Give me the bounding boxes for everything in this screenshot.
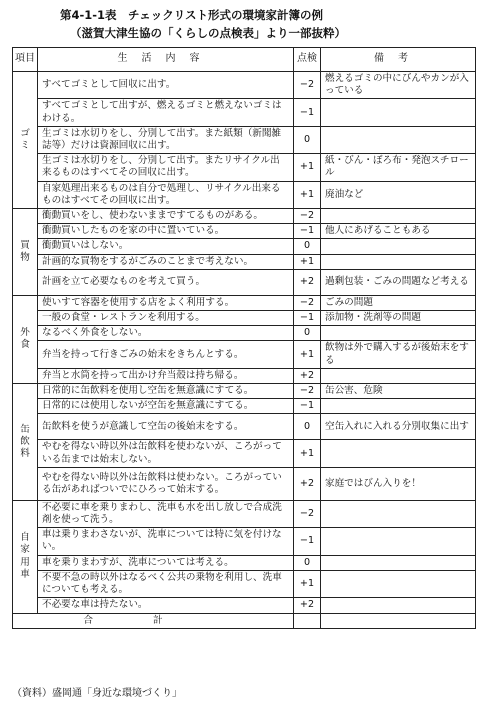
row-content: 弁当を持って行きごみの始末をきちんとする。 <box>38 341 294 368</box>
row-score[interactable]: 0 <box>294 126 321 153</box>
row-score[interactable]: 0 <box>294 414 321 440</box>
table-row <box>13 399 476 414</box>
source-note: （資料）盛岡通「身近な環境づくり」 <box>12 688 182 699</box>
table-row <box>13 154 476 181</box>
row-remark <box>321 555 476 570</box>
row-score[interactable]: +1 <box>294 254 321 269</box>
table-row <box>13 440 476 467</box>
total-score-cell[interactable] <box>294 613 321 628</box>
table-title: 第4-1-1表 チェックリスト形式の環境家計簿の例 <box>60 8 323 22</box>
row-content: 不要不急の時以外はなるべく公共の乗物を利用し、洗車についても考える。 <box>38 570 294 597</box>
row-remark <box>321 326 476 341</box>
table-row <box>13 528 476 555</box>
table-row <box>13 341 476 368</box>
table-row <box>13 239 476 254</box>
row-score[interactable]: 0 <box>294 239 321 254</box>
row-score[interactable]: +2 <box>294 467 321 500</box>
table-row <box>13 254 476 269</box>
category-label: 缶 飲 料 <box>13 384 38 501</box>
row-remark <box>321 528 476 555</box>
row-content: 車は乗りまわさないが、洗車については特に気を付けない。 <box>38 528 294 555</box>
row-content: 衝動買いをし、使わないままですてるものがある。 <box>38 209 294 224</box>
row-content: やむを得ない時以外は缶飲料は使わない。ころがっている缶があればついでにひろって始末する。 <box>38 467 294 500</box>
header-score: 点検 <box>294 48 321 72</box>
row-remark <box>321 570 476 597</box>
row-content: 計画的な買物をするがごみのことまで考えない。 <box>38 254 294 269</box>
row-content: 自家処理出来るものは自分で処理し、リサイクル出来るものはすべてその回収に出す。 <box>38 181 294 208</box>
table-row <box>13 181 476 208</box>
table-row <box>13 326 476 341</box>
row-remark <box>321 399 476 414</box>
row-content: 計画を立て必要なものを考えて買う。 <box>38 269 294 295</box>
row-remark <box>321 598 476 613</box>
row-score[interactable]: −1 <box>294 399 321 414</box>
header-remarks: 備考 <box>321 48 476 72</box>
row-score[interactable]: +1 <box>294 181 321 208</box>
table-row <box>13 311 476 326</box>
row-content: 缶飲料を使うが意識して空缶の後始末をする。 <box>38 414 294 440</box>
row-score[interactable]: −1 <box>294 99 321 126</box>
row-content: 生ゴミは水切りをし、分別して出す。またリサイクル出来るものはすべてその回収に出す。 <box>38 154 294 181</box>
row-score[interactable]: 0 <box>294 326 321 341</box>
category-label: 外 食 <box>13 295 38 383</box>
table-row <box>13 224 476 239</box>
row-remark: 空缶入れに入れる分別収集に出す <box>321 414 476 440</box>
row-score[interactable]: +1 <box>294 341 321 368</box>
row-remark: 飲物は外で購入するが後始末をする <box>321 341 476 368</box>
row-remark <box>321 500 476 527</box>
row-remark <box>321 126 476 153</box>
row-score[interactable]: −1 <box>294 311 321 326</box>
row-remark: 紙・びん・ぼろ布・発泡スチロール <box>321 154 476 181</box>
row-content: 一般の食堂・レストランを利用する。 <box>38 311 294 326</box>
row-content: 車を乗りまわすが、洗車については考える。 <box>38 555 294 570</box>
row-remark <box>321 209 476 224</box>
row-remark <box>321 239 476 254</box>
checklist-body <box>13 72 476 614</box>
category-label: 自 家 用 車 <box>13 500 38 613</box>
row-remark: ごみの問題 <box>321 295 476 310</box>
category-label: ゴ ミ <box>13 72 38 209</box>
header-content: 生活内容 <box>38 48 294 72</box>
total-remark-cell <box>321 613 476 628</box>
row-content: すべてゴミとして回収に出す。 <box>38 72 294 99</box>
row-content: 日常的には使用しないが空缶を無意識にすてる。 <box>38 399 294 414</box>
row-content: 衝動買いしたものを家の中に置いている。 <box>38 224 294 239</box>
row-score[interactable]: +1 <box>294 154 321 181</box>
row-remark: 家庭ではびん入りを！ <box>321 467 476 500</box>
table-row <box>13 99 476 126</box>
row-remark: 廃油など <box>321 181 476 208</box>
table-row <box>13 295 476 310</box>
table-row <box>13 500 476 527</box>
table-row <box>13 414 476 440</box>
row-remark <box>321 440 476 467</box>
checklist-table <box>12 47 476 629</box>
row-score[interactable]: +2 <box>294 269 321 295</box>
row-remark: 過剰包装・ごみの問題など考える <box>321 269 476 295</box>
row-score[interactable]: −2 <box>294 72 321 99</box>
row-content: 衝動買いはしない。 <box>38 239 294 254</box>
table-row <box>13 555 476 570</box>
row-score[interactable]: −2 <box>294 384 321 399</box>
table-row <box>13 384 476 399</box>
row-remark: 缶公害、危険 <box>321 384 476 399</box>
row-remark <box>321 99 476 126</box>
table-row <box>13 467 476 500</box>
category-label: 買 物 <box>13 209 38 296</box>
table-row <box>13 126 476 153</box>
row-content: 生ゴミは水切りをし、分別して出す。また紙類（新聞雑誌等）だけは資源回収に出す。 <box>38 126 294 153</box>
row-score[interactable]: −2 <box>294 209 321 224</box>
table-row <box>13 72 476 99</box>
row-score[interactable]: −2 <box>294 295 321 310</box>
table-row <box>13 368 476 383</box>
row-content: やむを得ない時以外は缶飲料を使わないが、ころがっている缶までは始末しない。 <box>38 440 294 467</box>
row-score[interactable]: +2 <box>294 368 321 383</box>
row-score[interactable]: +1 <box>294 570 321 597</box>
row-score[interactable]: −1 <box>294 528 321 555</box>
row-content: 弁当と水筒を持って出かけ弁当殻は持ち帰る。 <box>38 368 294 383</box>
table-row <box>13 269 476 295</box>
row-content: なるべく外食をしない。 <box>38 326 294 341</box>
row-remark: 燃えるゴミの中にびんやカンが入っている <box>321 72 476 99</box>
row-content: 日常的に缶飲料を使用し空缶を無意識にすてる。 <box>38 384 294 399</box>
row-content: 不必要な車は持たない。 <box>38 598 294 613</box>
row-score[interactable]: +2 <box>294 598 321 613</box>
table-subtitle: （滋賀大津生協の「くらしの点検表」より一部抜粋） <box>70 26 346 40</box>
header-item: 項目 <box>13 48 38 72</box>
row-remark <box>321 368 476 383</box>
row-content: 不必要に車を乗りまわし、洗車も水を出し放しで合成洗剤を使って洗う。 <box>38 500 294 527</box>
row-score[interactable]: −2 <box>294 500 321 527</box>
row-score[interactable]: 0 <box>294 555 321 570</box>
row-remark <box>321 254 476 269</box>
table-row <box>13 598 476 613</box>
row-score[interactable]: −1 <box>294 224 321 239</box>
row-remark: 添加物・洗剤等の問題 <box>321 311 476 326</box>
row-score[interactable]: +1 <box>294 440 321 467</box>
table-row <box>13 209 476 224</box>
table-row <box>13 570 476 597</box>
row-remark: 他人にあげることもある <box>321 224 476 239</box>
total-label: 合計 <box>13 613 294 628</box>
row-content: すべてゴミとして出すが、燃えるゴミと燃えないゴミはわける。 <box>38 99 294 126</box>
row-content: 使いすて容器を使用する店をよく利用する。 <box>38 295 294 310</box>
